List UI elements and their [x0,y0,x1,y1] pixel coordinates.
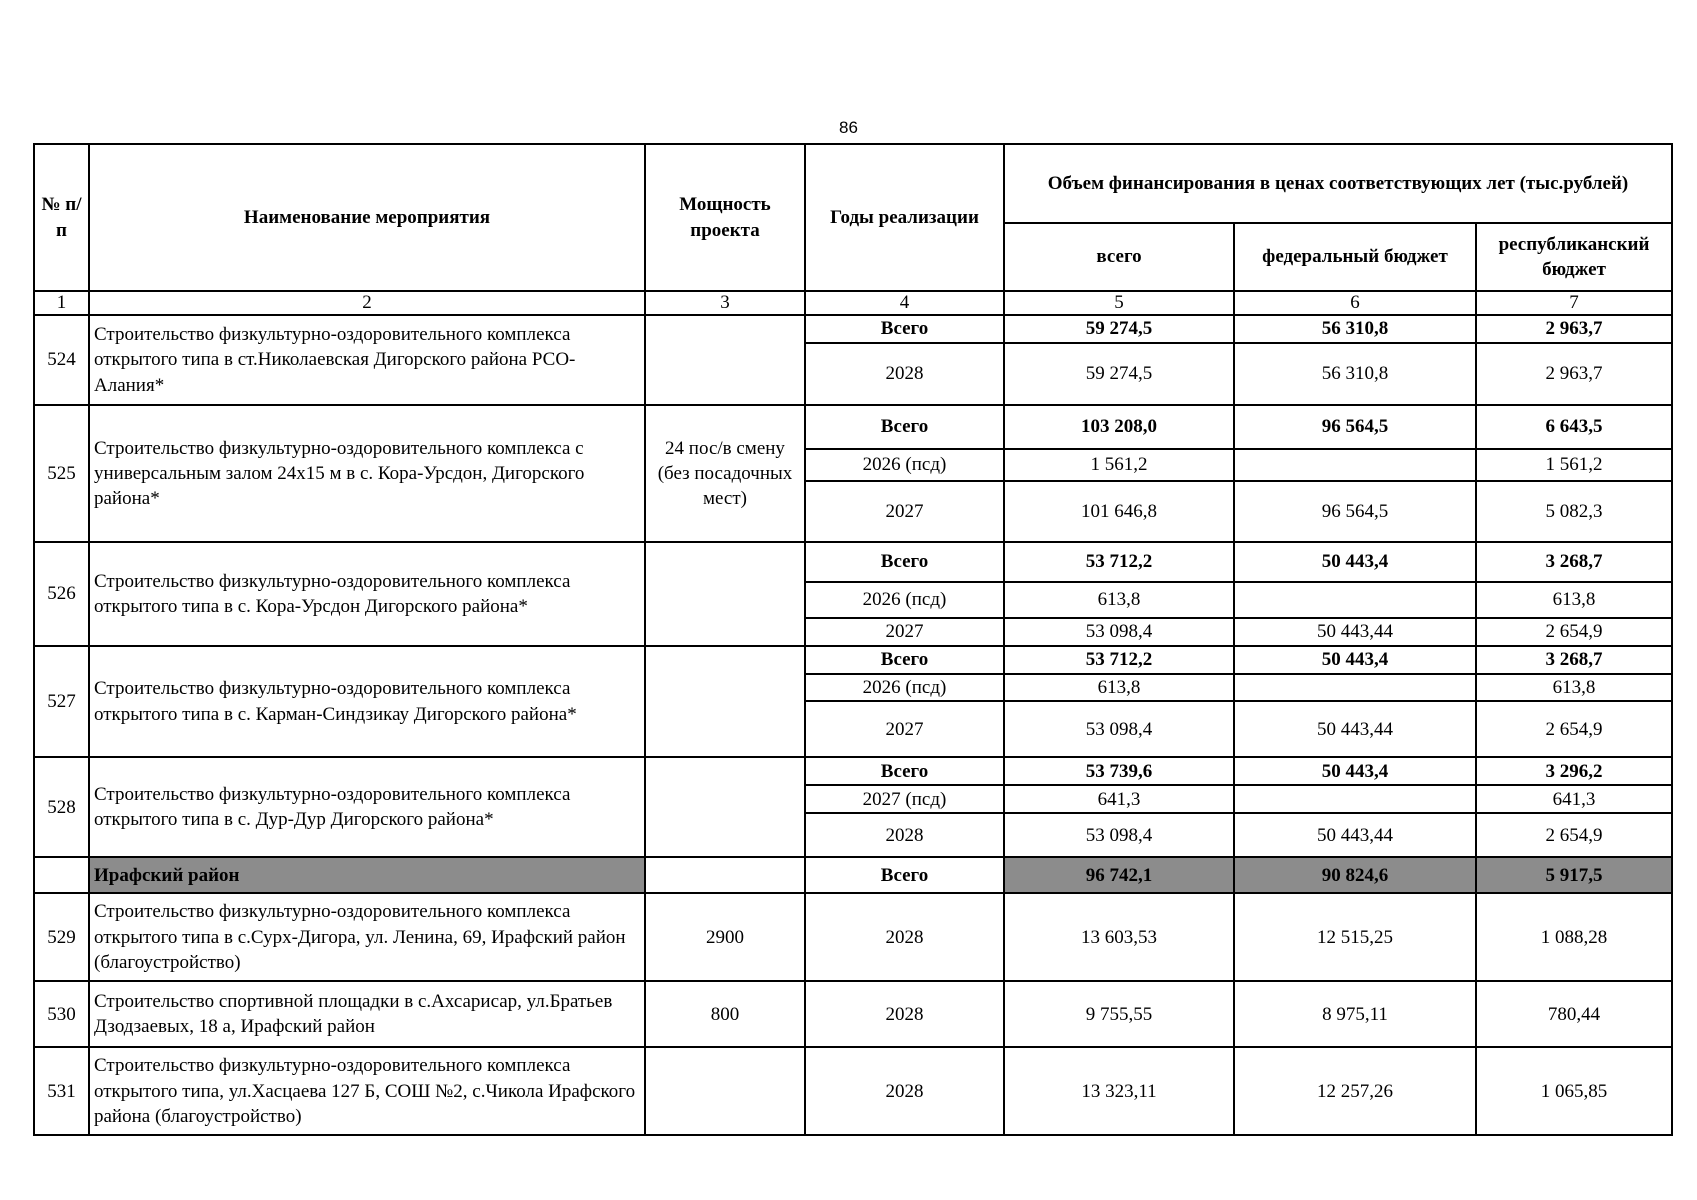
project-name: Строительство физкультурно-оздоровительного комплекса открытого типа, ул.Хасцаева 127 Б, СОШ №2, с.Чикола Ирафского района (благоустройство) [89,1047,645,1135]
federal-cell: 96 564,5 [1234,405,1476,449]
republic-cell: 2 654,9 [1476,813,1672,857]
project-num: 531 [34,1047,89,1135]
region-total: 96 742,1 [1004,857,1234,893]
total-cell: 101 646,8 [1004,481,1234,542]
col-index: 1 [34,291,89,315]
year-cell: 2027 [805,618,1004,646]
year-cell: Всего [805,646,1004,674]
year-cell: 2028 [805,343,1004,405]
republic-cell: 3 268,7 [1476,542,1672,582]
year-cell: 2027 [805,701,1004,757]
project-name: Строительство физкультурно-оздоровительного комплекса открытого типа в с. Кора-Урсдон Дигорского района* [89,542,645,646]
project-num: 526 [34,542,89,646]
federal-cell [1234,785,1476,813]
project-num: 528 [34,757,89,857]
region-year: Всего [805,857,1004,893]
republic-cell: 613,8 [1476,674,1672,701]
federal-cell: 56 310,8 [1234,343,1476,405]
year-cell: Всего [805,315,1004,343]
region-capacity [645,857,805,893]
project-name: Строительство физкультурно-оздоровительного комплекса открытого типа в с.Сурх-Дигора, ул. Ленина, 69, Ирафский район (благоустройство) [89,893,645,981]
project-num: 524 [34,315,89,405]
total-cell: 53 098,4 [1004,813,1234,857]
header-federal: федеральный бюджет [1234,223,1476,291]
federal-cell: 50 443,4 [1234,542,1476,582]
total-cell: 613,8 [1004,674,1234,701]
col-index: 5 [1004,291,1234,315]
col-index: 4 [805,291,1004,315]
republic-cell: 780,44 [1476,981,1672,1047]
federal-cell: 56 310,8 [1234,315,1476,343]
project-name: Строительство физкультурно-оздоровительного комплекса открытого типа в ст.Николаевская Дигорского района РСО-Алания* [89,315,645,405]
total-cell: 53 739,6 [1004,757,1234,785]
federal-cell [1234,582,1476,618]
year-cell: 2028 [805,893,1004,981]
federal-cell: 50 443,44 [1234,813,1476,857]
page-number: 86 [839,118,858,137]
federal-cell: 8 975,11 [1234,981,1476,1047]
republic-cell: 3 268,7 [1476,646,1672,674]
total-cell: 1 561,2 [1004,449,1234,481]
federal-cell: 50 443,4 [1234,646,1476,674]
republic-cell: 641,3 [1476,785,1672,813]
project-name: Строительство спортивной площадки в с.Ахсарисар, ул.Братьев Дзодзаевых, 18 а, Ирафский район [89,981,645,1047]
republic-cell: 2 963,7 [1476,343,1672,405]
republic-cell: 613,8 [1476,582,1672,618]
project-capacity [645,646,805,757]
year-cell: 2026 (псд) [805,582,1004,618]
federal-cell: 12 257,26 [1234,1047,1476,1135]
project-name: Строительство физкультурно-оздоровительного комплекса с универсальным залом 24х15 м в с. Кора-Урсдон, Дигорского района* [89,405,645,542]
republic-cell: 6 643,5 [1476,405,1672,449]
table-row [34,542,1672,582]
republic-cell: 2 654,9 [1476,618,1672,646]
year-cell: 2028 [805,1047,1004,1135]
project-num: 529 [34,893,89,981]
year-cell: 2027 (псд) [805,785,1004,813]
federal-cell: 96 564,5 [1234,481,1476,542]
col-index: 7 [1476,291,1672,315]
project-capacity: 24 пос/в смену (без посадочных мест) [645,405,805,542]
republic-cell: 1 561,2 [1476,449,1672,481]
republic-cell: 5 082,3 [1476,481,1672,542]
table-row [34,405,1672,449]
header-name: Наименование мероприятия [89,144,645,291]
project-capacity [645,757,805,857]
table-row [34,646,1672,674]
project-capacity: 800 [645,981,805,1047]
total-cell: 59 274,5 [1004,343,1234,405]
header-republic: республиканский бюджет [1476,223,1672,291]
republic-cell: 1 088,28 [1476,893,1672,981]
total-cell: 53 098,4 [1004,618,1234,646]
col-index: 6 [1234,291,1476,315]
col-index: 2 [89,291,645,315]
federal-cell: 50 443,44 [1234,701,1476,757]
table-row [34,981,1672,1047]
total-cell: 59 274,5 [1004,315,1234,343]
header-num: № п/п [34,144,89,291]
table-row [34,757,1672,785]
republic-cell: 1 065,85 [1476,1047,1672,1135]
year-cell: 2026 (псд) [805,449,1004,481]
region-name: Ирафский район [89,857,645,893]
total-cell: 53 712,2 [1004,646,1234,674]
header-total: всего [1004,223,1234,291]
republic-cell: 3 296,2 [1476,757,1672,785]
header-funding: Объем финансирования в ценах соответствующих лет (тыс.рублей) [1004,144,1672,223]
republic-cell: 2 654,9 [1476,701,1672,757]
project-name: Строительство физкультурно-оздоровительного комплекса открытого типа в с. Дур-Дур Дигорского района* [89,757,645,857]
header-capacity: Мощность проекта [645,144,805,291]
total-cell: 13 603,53 [1004,893,1234,981]
project-num: 530 [34,981,89,1047]
total-cell: 641,3 [1004,785,1234,813]
region-row [34,857,1672,893]
year-cell: 2028 [805,981,1004,1047]
region-num [34,857,89,893]
total-cell: 53 712,2 [1004,542,1234,582]
project-capacity: 2900 [645,893,805,981]
year-cell: 2027 [805,481,1004,542]
project-capacity [645,1047,805,1135]
project-name: Строительство физкультурно-оздоровительного комплекса открытого типа в с. Карман-Синдзикау Дигорского района* [89,646,645,757]
header-years: Годы реализации [805,144,1004,291]
budget-table [33,143,1673,1136]
year-cell: Всего [805,757,1004,785]
table-row [34,315,1672,343]
total-cell: 53 098,4 [1004,701,1234,757]
region-federal: 90 824,6 [1234,857,1476,893]
year-cell: Всего [805,542,1004,582]
total-cell: 613,8 [1004,582,1234,618]
table-row [34,893,1672,981]
year-cell: Всего [805,405,1004,449]
federal-cell: 12 515,25 [1234,893,1476,981]
year-cell: 2026 (псд) [805,674,1004,701]
project-num: 525 [34,405,89,542]
table-row [34,1047,1672,1135]
republic-cell: 2 963,7 [1476,315,1672,343]
project-capacity [645,315,805,405]
federal-cell: 50 443,4 [1234,757,1476,785]
total-cell: 13 323,11 [1004,1047,1234,1135]
project-num: 527 [34,646,89,757]
project-capacity [645,542,805,646]
total-cell: 103 208,0 [1004,405,1234,449]
federal-cell [1234,674,1476,701]
region-republic: 5 917,5 [1476,857,1672,893]
total-cell: 9 755,55 [1004,981,1234,1047]
federal-cell [1234,449,1476,481]
federal-cell: 50 443,44 [1234,618,1476,646]
col-index: 3 [645,291,805,315]
year-cell: 2028 [805,813,1004,857]
